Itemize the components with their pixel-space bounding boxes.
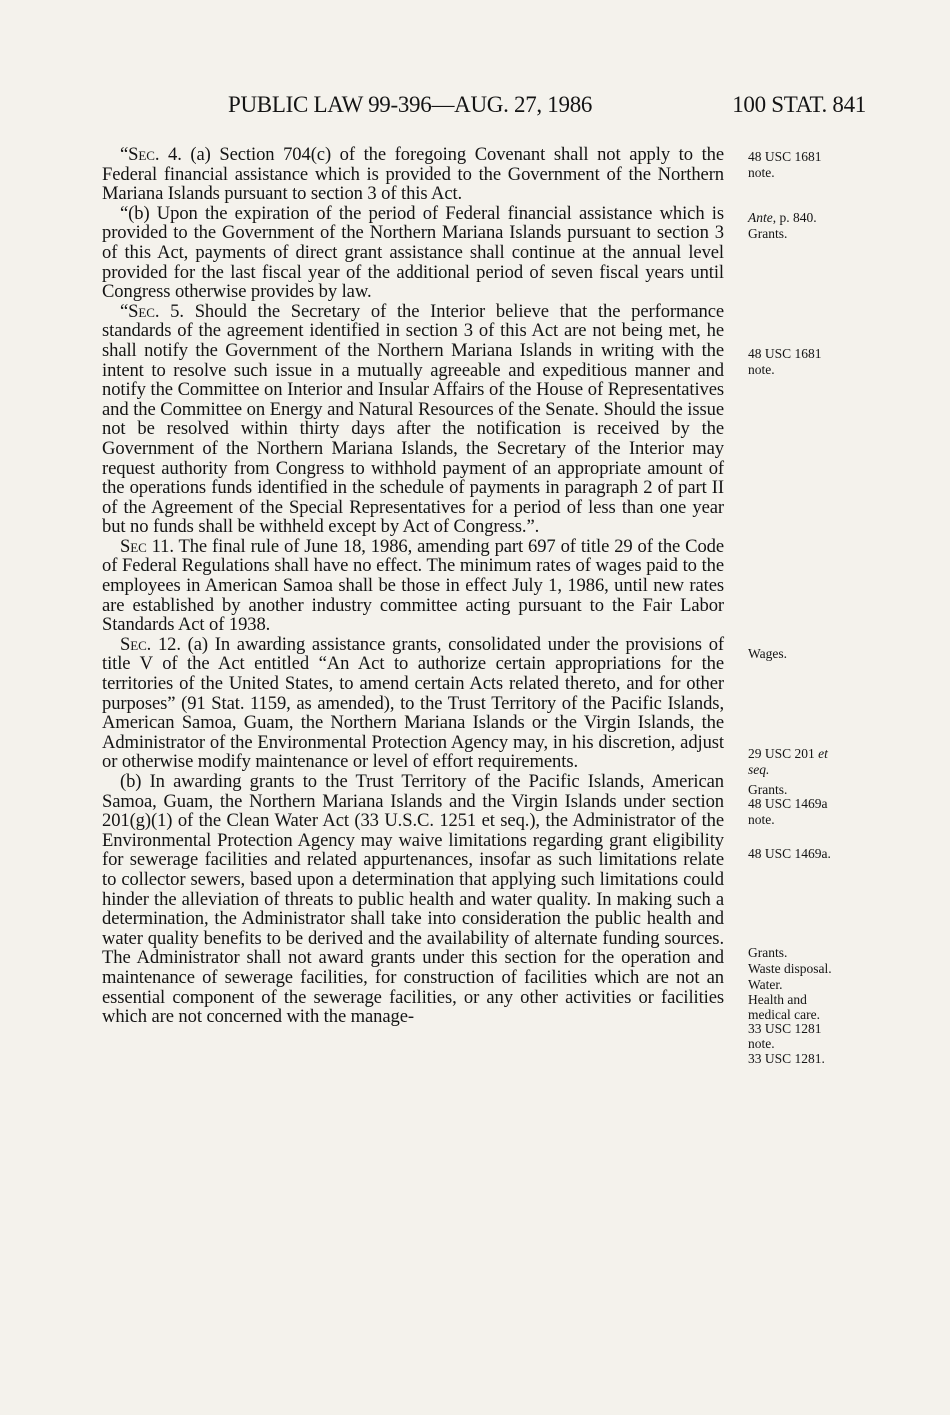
margin-note-topic: medical care.: [748, 1007, 820, 1022]
sec-11-label: Sec: [120, 535, 147, 557]
margin-note-citation: note.: [748, 165, 775, 180]
sec-11-paragraph: Sec 11. The final rule of June 18, 1986, amending part 697 of title 29 of the Code of Federal Regulations shall have no effect. The minimum rates of wages paid to the employees in American Samoa shall be those in effect July 1, 1986, until new rates are established by another industry committee acting pursuant to the Fair Labor Standards Act of 1938.: [102, 535, 724, 636]
page-header: [228, 92, 866, 126]
margin-note-citation: seq.: [748, 762, 770, 777]
margin-note-citation: note.: [748, 812, 775, 827]
margin-note-citation: 48 USC 1469a: [748, 796, 828, 811]
sec-5-label: Sec: [128, 300, 155, 322]
margin-note-citation: 48 USC 1681: [748, 346, 822, 361]
margin-note-topic: Grants.: [748, 226, 788, 241]
statute-page-number: 100 STAT. 841: [732, 92, 866, 117]
margin-note-topic: Grants.: [748, 782, 788, 797]
sec-4b-paragraph: “(b) Upon the expiration of the period of Federal financial assistance which is provided to the Government of the Northern Mariana Islands pursuant to section 3 of this Act, payments of direct grant assistance shall continue at the annual level provided for the last fiscal year of the additional period of seven fiscal years until Congress otherwise provides by law.: [102, 202, 724, 303]
sec-12a-paragraph: Sec. 12. (a) In awarding assistance grants, consolidated under the provisions of title V of the Act entitled “An Act to authorize certain appropriations for the territories of the United States, to amend certain Acts related thereto, and for other purposes” (91 Stat. 1159, as amended), to the Trust Territory of the Pacific Islands, American Samoa, Guam, the Northern Mariana Islands or the Virgin Islands, the Administrator of the Environmental Protection Agency may, in his discretion, adjust or otherwise modify maintenance or level of effort requirements.: [102, 633, 724, 773]
body-text: [102, 145, 724, 1027]
sec-5-paragraph: “Sec. 5. Should the Secretary of the Interior believe that the performance standards of the agreement identified in section 3 of this Act are not being met, he shall notify the Government of the Northern Mariana Islands in writing with the intent to resolve such issue in a mutually agreeable and expeditious manner and notify the Committee on Interior and Insular Affairs of the House of Representatives and the Committee on Energy and Natural Resources of the Senate. Should the issue not be resolved within thirty days after the notification is received by the Government of the Northern Mariana Islands, the Secretary of the Interior may request authority from Congress to withhold payment of an appropriate amount of the operations funds identified in the schedule of payments in paragraph 2 of part II of the Agreement of the Special Representatives for a period of less than one year but no funds shall be withheld except by Act of Congress.”.: [102, 300, 724, 538]
margin-note-topic: Health and: [748, 992, 807, 1007]
margin-note-citation: Ante, p. 840.: [748, 210, 817, 225]
sec-12-label: Sec: [120, 633, 147, 655]
margin-note-citation: note.: [748, 362, 775, 377]
public-law-title: PUBLIC LAW 99-396—AUG. 27, 1986: [228, 92, 593, 117]
margin-note-topic: Grants.: [748, 945, 788, 960]
sec-12b-paragraph: (b) In awarding grants to the Trust Territory of the Pacific Islands, American Samoa, Guam, the Northern Mariana Islands and the Virgin Islands under section 201(g)(1) of the Clean Water Act (33 U.S.C. 1251 et seq.), the Administrator of the Environmental Protection Agency may waive limitations regarding grant eligibility for sewerage facilities and related appurtenances, insofar as such limitations relate to collector sewers, based upon a determination that applying such limitations could hinder the alleviation of threats to public health and water quality. In making such a determination, the Administrator shall take into consideration the public health and water quality benefits to be derived and the availability of alternate funding sources. The Administrator shall not award grants under this section for the operation and maintenance of sewerage facilities, for construction of facilities which are not an essential component of the sewerage facilities, or any other activities or facilities which are not concerned with the manage-: [102, 771, 724, 1028]
sec-4-label: Sec: [128, 144, 155, 165]
margin-note-citation: 33 USC 1281.: [748, 1051, 825, 1066]
margin-note-citation: 29 USC 201 et: [748, 746, 828, 761]
margin-note-citation: 48 USC 1681: [748, 149, 822, 164]
margin-note-topic: Wages.: [748, 646, 788, 661]
sec-4a-paragraph: “Sec. 4. (a) Section 704(c) of the foregoing Covenant shall not apply to the Federal financial assistance which is provided to the Government of the Northern Mariana Islands pursuant to section 3 of this Act.: [102, 144, 724, 205]
margin-note-topic: Water.: [748, 977, 783, 992]
margin-note-citation: 48 USC 1469a.: [748, 846, 831, 861]
margin-note-topic: Waste disposal.: [748, 961, 832, 976]
margin-note-citation: 33 USC 1281: [748, 1021, 822, 1036]
margin-note-citation: note.: [748, 1036, 775, 1051]
